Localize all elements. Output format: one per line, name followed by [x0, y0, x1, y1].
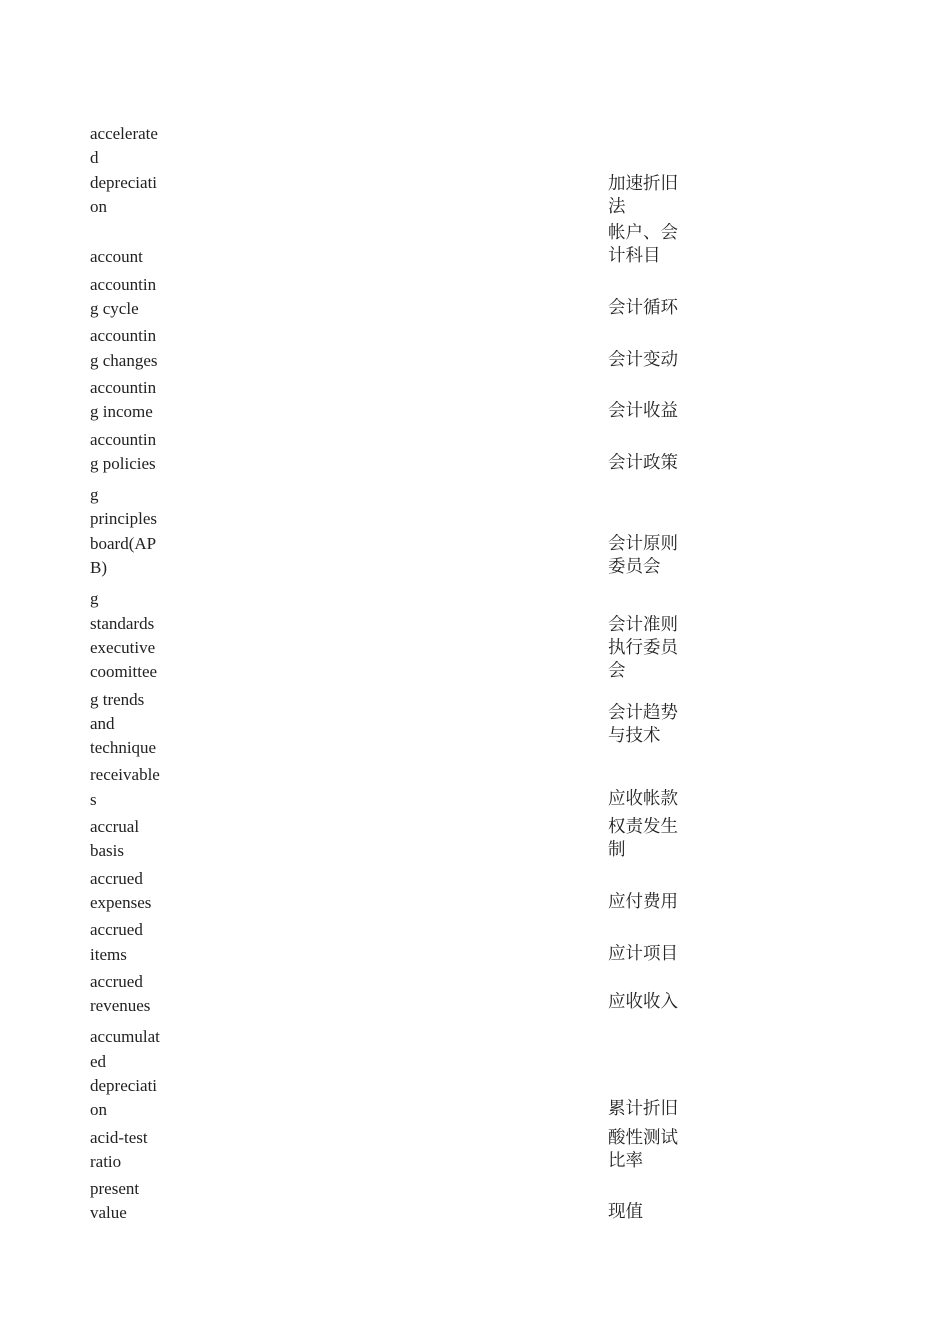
term-english: receivable s — [90, 765, 160, 809]
term-english: accrual basis — [90, 817, 140, 861]
glossary-row — [90, 483, 710, 580]
term-english: present value — [90, 1179, 140, 1223]
term-english: acid-test ratio — [90, 1127, 148, 1171]
glossary-row — [90, 587, 710, 684]
term-chinese: 应付费用 — [608, 891, 678, 912]
glossary-row — [90, 688, 710, 761]
term-english: accrued expenses — [90, 868, 152, 912]
term-english: accumulat ed depreciati on — [90, 1027, 160, 1120]
term-chinese: 会计原则 委员会 — [608, 533, 678, 578]
glossary-row — [90, 122, 710, 219]
glossary-row — [90, 815, 710, 864]
term-chinese: 会计收益 — [608, 401, 678, 422]
term-english: accelerate d depreciati on — [90, 124, 158, 216]
term-chinese: 会计准则 执行委员 会 — [608, 614, 678, 682]
glossary-row — [90, 222, 710, 270]
term-chinese: 会计变动 — [608, 349, 678, 370]
term-english: accountin g income — [90, 377, 157, 422]
term-chinese: 加速折旧 法 — [608, 173, 678, 217]
glossary-row — [90, 763, 710, 812]
glossary-row — [90, 1025, 710, 1122]
glossary-row — [90, 376, 710, 425]
glossary-table — [90, 122, 710, 1226]
glossary-row — [90, 970, 710, 1019]
term-english: accrued items — [90, 920, 143, 964]
glossary-row — [90, 867, 710, 916]
term-chinese: 酸性测试 比率 — [608, 1127, 678, 1171]
term-chinese: 会计政策 — [608, 452, 678, 473]
term-chinese: 累计折旧 — [608, 1099, 678, 1120]
term-chinese: 帐户、会 计科目 — [608, 223, 678, 267]
term-english: account — [90, 247, 143, 267]
glossary-row — [90, 1177, 710, 1226]
term-english: accountin g cycle — [90, 274, 157, 319]
term-english: accountin g policies — [90, 429, 157, 473]
term-english: accountin g changes — [90, 326, 158, 370]
term-chinese: 会计趋势 与技术 — [608, 702, 678, 747]
glossary-row — [90, 428, 710, 477]
term-chinese: 现值 — [608, 1202, 643, 1223]
term-chinese: 应收收入 — [608, 992, 678, 1013]
term-english: g standards executive coomittee — [90, 589, 158, 682]
term-chinese: 会计循环 — [608, 298, 678, 319]
term-english: g principles board(AP B) — [90, 485, 158, 578]
term-english: g trends and technique — [90, 689, 157, 758]
glossary-row — [90, 918, 710, 967]
glossary-row — [90, 273, 710, 322]
glossary-row — [90, 324, 710, 373]
term-chinese: 权责发生 制 — [608, 817, 678, 861]
glossary-row — [90, 1126, 710, 1175]
term-english: accrued revenues — [90, 971, 151, 1016]
term-chinese: 应计项目 — [608, 943, 678, 964]
term-chinese: 应收帐款 — [608, 788, 678, 809]
